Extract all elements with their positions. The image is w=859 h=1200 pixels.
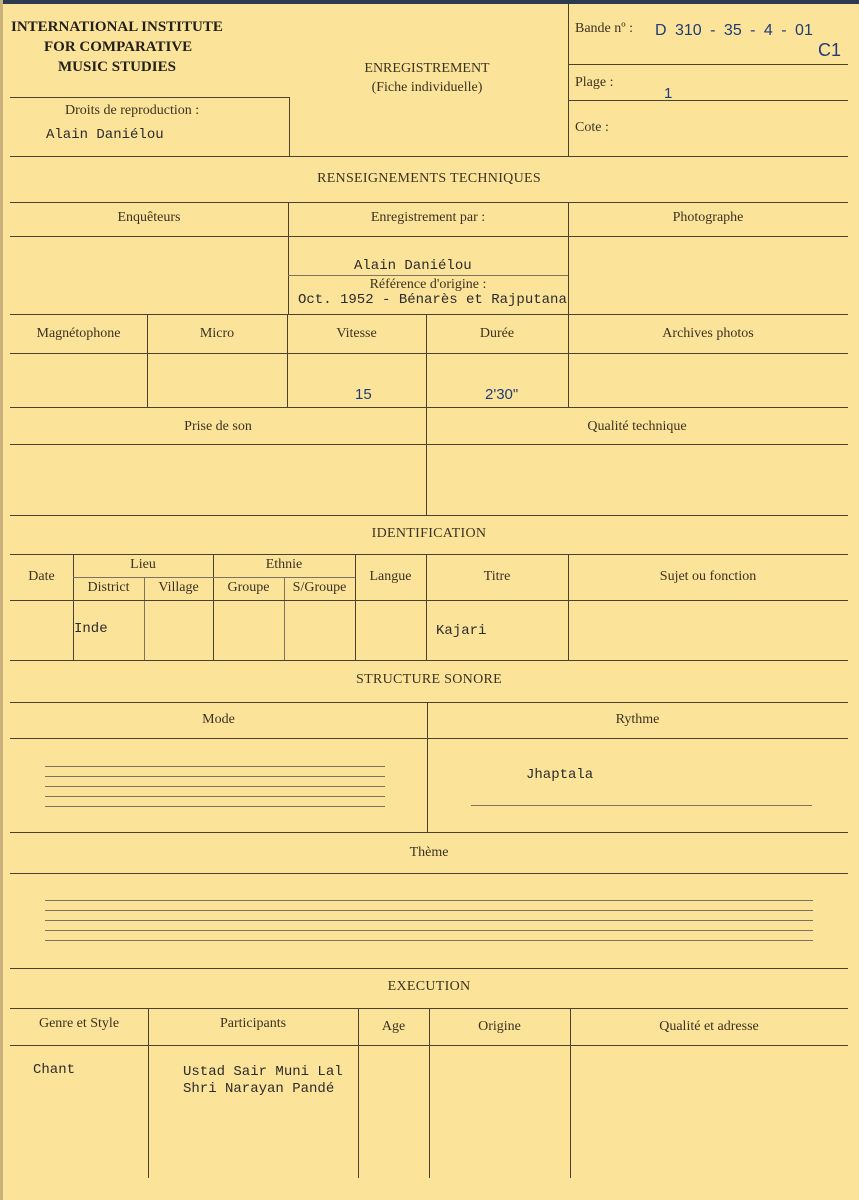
ident-rule-3 [10,660,848,661]
section-identification: IDENTIFICATION [371,526,487,541]
theme-label: Thème [409,845,449,860]
droits-top-rule [10,97,290,98]
bande-value: D 310 - 35 - 4 - 01 [655,22,813,39]
bande-label: Bande nº : [575,21,633,36]
plage-value: 1 [664,85,673,102]
plage-rule [568,100,848,101]
institute-line-1: INTERNATIONAL INSTITUTE [11,19,223,35]
institute-line-3: MUSIC STUDIES [58,59,176,75]
theme-line-5 [45,940,813,941]
mode-line-1 [45,766,385,767]
cote-label: Cote : [575,120,609,135]
vitesse-value: 15 [355,386,372,403]
plage-label: Plage : [575,75,614,90]
ident-rule-2 [10,600,848,601]
participants-label: Participants [219,1016,287,1031]
theme-bottom-rule [10,968,848,969]
header-divider [568,4,569,156]
struct-rule-1 [10,702,848,703]
bande-extra: C1 [818,40,842,60]
ident-rule-1 [10,554,848,555]
form-title: ENREGISTREMENT [364,61,490,76]
village-label: Village [158,580,199,595]
qualite-label: Qualité technique [587,419,687,434]
age-label: Age [381,1019,406,1034]
ident-sub-rule [73,577,355,578]
groupe-label: Groupe [227,580,270,595]
rythme-label: Rythme [615,712,660,727]
enqueteurs-label: Enquêteurs [117,210,181,225]
tech-rule-3 [10,314,848,315]
tech-rule-1 [10,202,848,203]
theme-line-3 [45,920,813,921]
tech-rule-4 [10,353,848,354]
district-label: District [87,580,130,595]
tech-rule-5 [10,407,848,408]
mode-line-4 [45,796,385,797]
duree-label: Durée [479,326,515,341]
tech-rule-2 [10,236,848,237]
theme-line-1 [45,900,813,901]
scan-edge-left [0,0,3,1200]
mode-line-5 [45,806,385,807]
lieu-label: Lieu [130,557,156,572]
mode-line-2 [45,776,385,777]
droits-value: Alain Daniélou [46,127,164,143]
theme-rule [10,873,848,874]
struct-rule-3 [10,832,848,833]
vitesse-label: Vitesse [336,326,377,341]
droits-right-rule [289,97,290,156]
reference-label: Référence d'origine : [369,277,487,292]
enregistrement-value: Alain Daniélou [354,258,472,274]
titre-label: Titre [483,569,511,584]
genre-label: Genre et Style [38,1016,120,1031]
tech-rule-7 [10,515,848,516]
langue-label: Langue [369,569,412,584]
magnetophone-label: Magnétophone [36,326,121,341]
sgroupe-label: S/Groupe [292,580,347,595]
reference-value: Oct. 1952 - Bénarès et Rajputana [298,292,567,308]
struct-rule-2 [10,738,848,739]
ethnie-label: Ethnie [265,557,303,572]
district-value: Inde [74,621,108,637]
institute-line-2: FOR COMPARATIVE [44,39,193,55]
tech-rule-6 [10,444,848,445]
genre-value: Chant [33,1062,76,1078]
origine-label: Origine [478,1019,521,1034]
mode-label: Mode [202,712,235,727]
qualite-adresse-label: Qualité et adresse [659,1019,759,1034]
exec-col-1 [148,1008,149,1178]
prise-label: Prise de son [184,419,252,434]
sujet-label: Sujet ou fonction [659,569,757,584]
date-label: Date [28,569,55,584]
enregistrement-label: Enregistrement par : [370,210,486,225]
theme-line-2 [45,910,813,911]
bande-rule [568,64,848,65]
participant-1: Ustad Sair Muni Lal [183,1064,343,1080]
archives-label: Archives photos [662,326,754,341]
header-bottom-rule [10,156,848,157]
droits-label: Droits de reproduction : [65,103,200,118]
form-subtitle: (Fiche individuelle) [371,80,483,95]
mode-line-3 [45,786,385,787]
section-execution: EXECUTION [387,979,471,994]
reference-rule [288,275,568,276]
section-technique: RENSEIGNEMENTS TECHNIQUES [317,171,541,186]
micro-label: Micro [199,326,235,341]
section-structure: STRUCTURE SONORE [356,672,502,687]
photographe-label: Photographe [672,210,744,225]
participant-2: Shri Narayan Pandé [183,1081,335,1097]
scan-edge [0,0,859,4]
titre-value: Kajari [436,623,487,639]
theme-line-4 [45,930,813,931]
rythme-value: Jhaptala [526,767,594,783]
duree-value: 2'30" [485,386,519,403]
rythme-line [471,805,812,806]
